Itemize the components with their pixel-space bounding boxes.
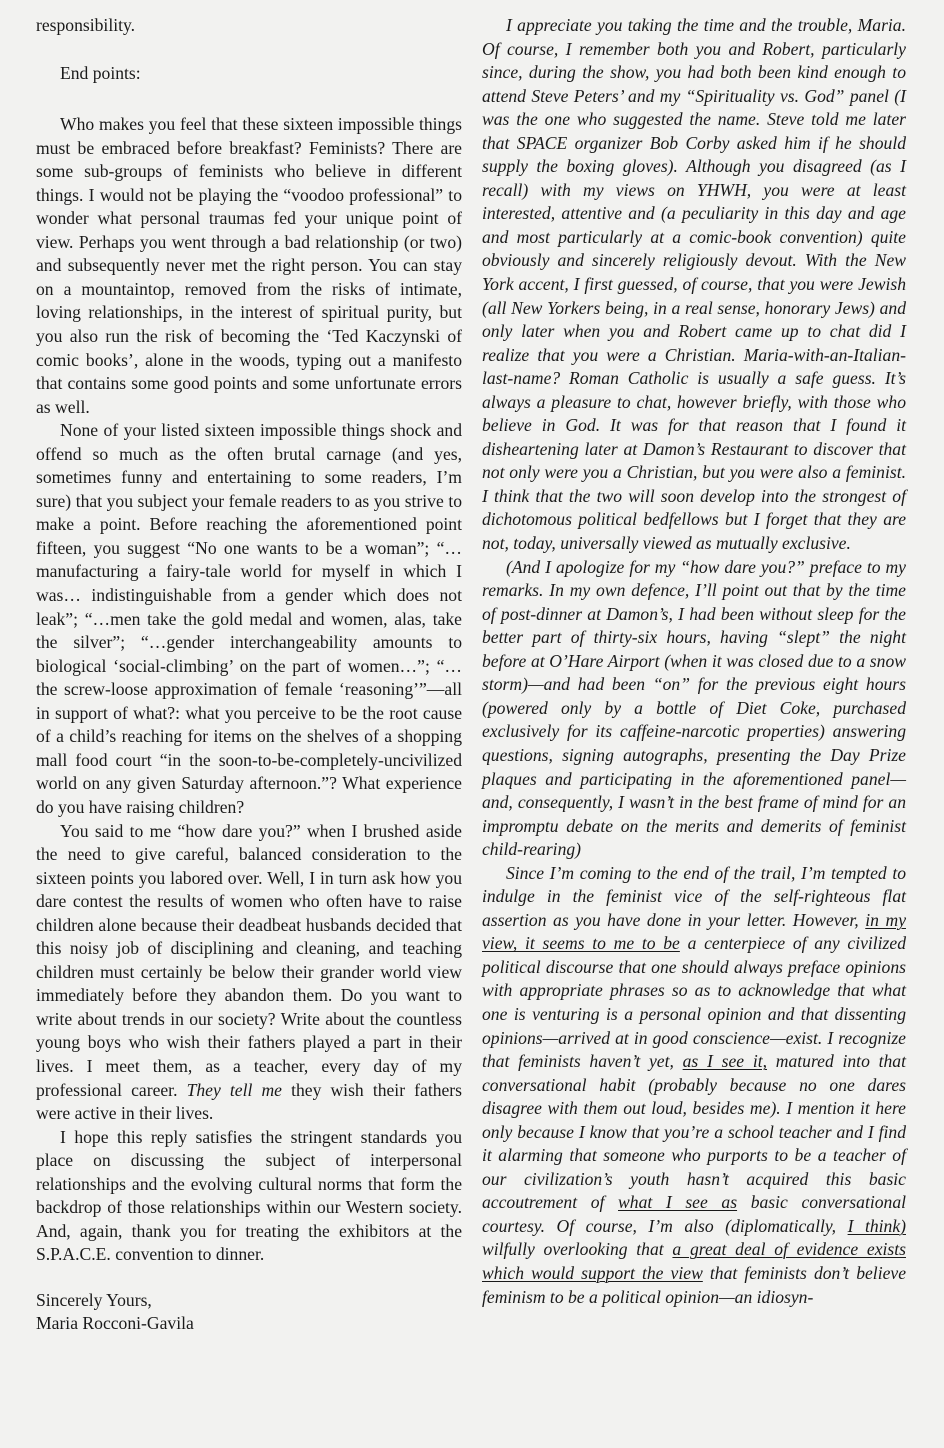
left-column — [36, 14, 462, 1336]
right-column — [482, 14, 906, 1309]
signature-name: Maria Rocconi-Gavila — [36, 1313, 194, 1334]
paragraph-text: wilfully overlooking that — [482, 1239, 664, 1260]
paragraph: I hope this reply satisfies the stringent standards you place on discussing the subject of interpersonal relationships and the evolving cultural norms that form the backdrop of those relationships within our Western society. And, again, thank you for treating the exhibitors at the S.P.A.C.E. convention to dinner. — [36, 1126, 462, 1265]
paragraph-text: basic conversational courtesy. Of course, I’m also (diplomatically, — [482, 1192, 907, 1236]
paragraph: I appreciate you taking the time and the trouble, Maria. Of course, I remember both you and Robert, particularly since, during the show, you had both been kind enough to attend Steve Peters’ and my “Spirituality vs. God” panel (I was the one who suggested the name. Steve told me later that SPACE organizer Bob Corby asked him if he should supply the boxing gloves). Although you disagreed (as I recall) with my views on YHWH, you were at least interested, attentive and (a peculiarity in this day and age and most particularly at a comic-book convention) quite obviously and sincerely religiously devout. With the New York accent, I first guessed, of course, that you were Jewish (all New Yorkers being, in a real sense, honorary Jews) and only later when you and Robert came up to chat did I realize that you were a Christian. Maria-with-an-Italian-last-name? Roman Catholic is usually a safe guess. It’s always a pleasure to chat, however briefly, with those who believe in God. It was for that reason that I found it disheartening later at Damon’s Restaurant to discover that not only were you a Christian, but you were also a feminist. I think that the two will soon develop into the strongest of dichotomous political bedfellows but I forget that they are not, today, universally viewed as mutually exclusive. — [482, 15, 906, 554]
underlined-phrase: a great deal of evidence exists which would support the view — [482, 1239, 906, 1283]
paragraph-text: that feminists don’t believe feminism to be a political opinion—an idiosyn- — [482, 1262, 907, 1307]
paragraph — [36, 820, 462, 1126]
paragraph-text: You said to me “how dare you?” when I brushed aside the need to give careful, balanced consideration to the sixteen points you labored over. Well, I in turn ask how you dare contest the results of women who often have to raise children alone because their deadbeat husbands decided that this noisy job of disciplining and cleaning, and teaching children must certainly be below their grander world view immediately before they abandon them. Do you want to write about trends in our society? Write about the countless young boys who wish their fathers played a part in their lives. I meet them, as a teacher, every day of my professional career. — [36, 820, 462, 1100]
paragraph-text: a centerpiece of any civilized political discourse that one should always preface opinions with appropriate phrases so as to acknowledge that what one is venturing is a personal opinion and that dissenting opinions—arrived at in good conscience—exist. I recognize that feminists haven’t yet, — [482, 933, 907, 1072]
paragraph: (And I apologize for my “how dare you?” preface to my remarks. In my own defence, I’ll point out that by the time of post-dinner at Damon’s, I had been without sleep for the better part of thirty-six hours, having “slept” the night before at O’Hare Airport (when it was closed due to a snow storm)—and had been “on” for the previous eight hours (powered only by a bottle of Diet Coke, purchased exclusively for its caffeine-narcotic properties) answering questions, signing autographs, presenting the Day Prize plaques and participating in the aforementioned panel—and, consequently, I wasn’t in the best frame of mind for an impromptu debate on the merits and demerits of feminist child-rearing) — [482, 556, 906, 860]
underlined-phrase: I think) — [847, 1215, 906, 1236]
paragraph-text: Since I’m coming to the end of the trail, I’m tempted to indulge in the feminist vice of the self-righteous flat assertion as you have done in your letter. However, — [482, 862, 906, 930]
underlined-phrase: as I see it, — [682, 1051, 768, 1072]
section-heading-end-points: End points: — [60, 62, 141, 83]
paragraph: Who makes you feel that these sixteen impossible things must be embraced before breakfast? Feminists? There are some sub-groups of feminists who believe in different things. I would not be playing the “voodoo professional” to wonder what personal traumas fed your unique point of view. Perhaps you went through a bad relationship (or two) and subsequently never met the right person. You can stay on a mountaintop, removed from the risks of intimate, loving relationships, in the interest of spiritual purity, but you also run the risk of becoming the ‘Ted Kaczynski of comic books’, alone in the woods, typing out a manifesto that contains some good points and some unfortunate errors as well. — [36, 114, 462, 417]
paragraph-fragment: responsibility. — [36, 15, 136, 35]
paragraph — [482, 862, 906, 1309]
paragraph-text: matured into that conversational habit (probably because no one dares disagree with them out loud, besides me). I mention it here only because I know that you’re a school teacher and I find it alarming that someone who purports to be a teacher of our civilization’s youth hasn’t acquired this basic accoutrement of — [482, 1051, 906, 1213]
emphasis-text: They tell me — [186, 1079, 282, 1100]
underlined-phrase: in my view, it seems to me to be — [482, 909, 906, 954]
paragraph: None of your listed sixteen impossible things shock and offend so much as the often brutal carnage (and yes, sometimes funny and entertaining to some readers, I’m sure) that you subject your female readers to as you strive to make a point. Before reaching the aforementioned point fifteen, you suggest “No one wants to be a woman”; “…manufacturing a fairy-tale world for myself in which I was… indistinguishable from a gender which does not leak”; “…men take the gold medal and women, alas, take the silver”; “…gender interchangeability amounts to biological ‘social-climbing’ on the part of women…”; “…the screw-loose approximation of female ‘reasoning’”—all in support of what?: what you perceive to be the root cause of a child’s reaching for items on the shelves of a shopping mall food court “in the soon-to-be-completely-uncivilized world on any given Saturday afternoon.”? What experience do you have raising children? — [36, 420, 462, 817]
underlined-phrase: what I see as — [618, 1192, 738, 1213]
paragraph-text: they wish their fathers were active in their lives. — [36, 1079, 463, 1124]
closing: Sincerely Yours, — [36, 1289, 152, 1310]
